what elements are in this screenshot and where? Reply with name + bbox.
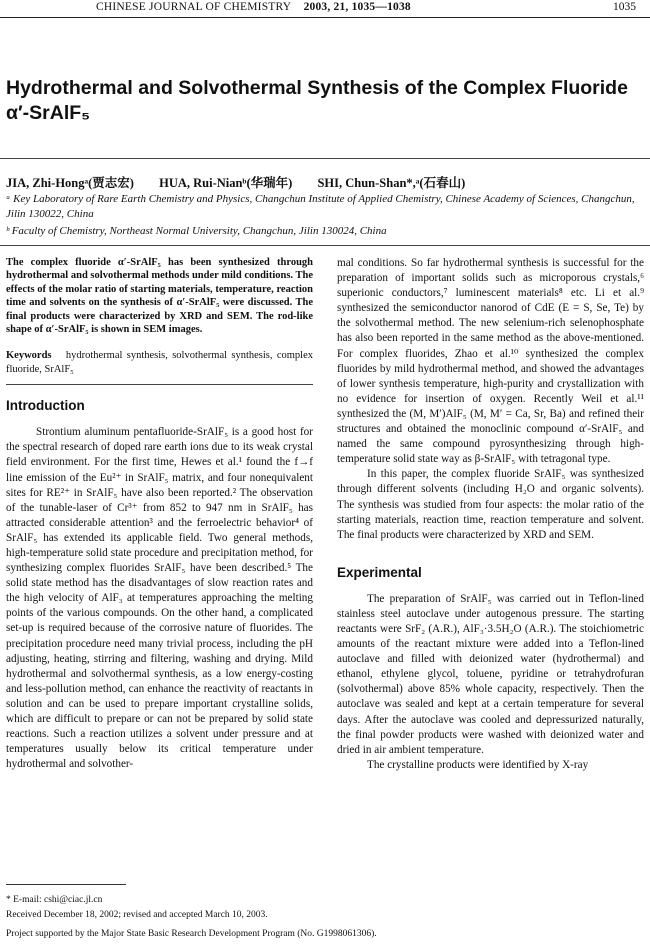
journal-citation — [96, 1, 411, 13]
page-number: 1035 — [613, 1, 636, 13]
title-line-1: Hydrothermal and Solvothermal Synthesis of the Complex Fluoride — [6, 77, 628, 99]
keywords-text: hydrothermal synthesis, solvothermal synthesis, complex fluoride, SrAlF₅ — [6, 350, 313, 375]
affiliation-b: ᵇ Faculty of Chemistry, Northeast Normal University, Changchun, Jilin 130024, China — [6, 225, 387, 237]
left-column — [6, 256, 313, 772]
experimental-paragraph-2: The crystalline products were identified by X-ray — [367, 758, 589, 771]
affiliation-a: ᵃ Key Laboratory of Rare Earth Chemistry and Physics, Changchun Institute of Applied Chemistry, Chinese Academy of Sciences, Changchun, Jilin 130022, China — [6, 193, 635, 220]
title-line-2: α′-SrAlF₅ — [6, 102, 91, 124]
introduction-paragraph-1-continued: mal conditions. So far hydrothermal synthesis is successful for the preparation of important solids such as microporous crystals,⁶ superionic conductors,⁷ luminescent materials⁸ etc. Li et al.⁹ synthesized the semiconductor nanorod of CdE (E = S, Se, Te) by the solvothermal method. The new selenium-rich selenophosphate has also been reported in the same method as the above-mentioned. For complex fluorides, Zhao et al.¹⁰ synthesized the complex fluorides by mild hydrothermal method, and showed the advantages of lower synthesis temperature, high-purity and crystallization with no evidence for insertion of oxygen. Recently Weil et al.¹¹ synthesized the (M, M′)AlF₅ (M, M′ = Ca, Sr, Ba) and refined their structures and obtained the monoclinic compound α′-SrAlF₅ and named the same compound pyrosynthesizing through high-temperature solid state way as β-SrAlF₅ with tetragonal type. — [337, 257, 644, 466]
keywords-rule — [6, 384, 313, 385]
affiliation-rule — [0, 245, 650, 246]
journal-name: CHINESE JOURNAL OF CHEMISTRY — [96, 1, 292, 13]
header-rule — [0, 17, 650, 18]
introduction-paragraph-1: Strontium aluminum pentafluoride-SrAlF₅ is a good host for the spectral research of doped rare earth ions due to its weak crystal field environment. For the first time, Hewes et al.¹ found the f→f line emission of the Eu²⁺ in SrAlF₅ matrix, and four nonequivalent sites for RE²⁺ in SrAlF₅ have also been reported.² The observation of the tunable-laser of Cr³⁺ from 852 to 947 nm in SrAlF₅ has attracted considerable attention³ and the ferroelectric behavior⁴ of SrAlF₅ has extended its applicable field. Two general methods, high-temperature solid state procedure and precipitation method, for synthesizing complex fluorides SrAlF₅ have been described.⁵ The solid state method has the disadvantages of slow reaction rates and the high velocity of AlF₃ at temperatures approaching the melting points of the various compounds. On the other hand, a complicated set-up is required because of the corrosive nature of fluorides. The precipitation procedure need many trivial process, including the pH adjusting, heating, stirring and filtering, washing and drying. Mild hydrothermal and solvothermal synthesis, as a low energy-costing and less-pollution method, can enhance the reactivity of reactants in solution and can be used to prepare important crystalline solids, which are difficult to prepare or can not be prepared by solid state reactions. Such a reaction utilizes a solvent under pressure and at temperatures usually below its critical temperature under hydrothermal and solvother- — [6, 426, 313, 771]
keywords-label: Keywords — [6, 350, 52, 362]
footnote-rule — [6, 884, 126, 885]
experimental-heading: Experimental — [337, 564, 422, 580]
journal-year-volume: 2003, 21, 1035—1038 — [303, 1, 411, 13]
author-list — [6, 173, 646, 191]
introduction-heading: Introduction — [6, 398, 85, 414]
footnote-project: Project supported by the Major State Basic Research Development Program (No. G1998061306). — [6, 929, 377, 939]
author-1: JIA, Zhi-Hongᵃ(贾志宏) — [6, 176, 134, 190]
article-title — [6, 76, 646, 126]
footnote-email: * E-mail: cshi@ciac.jl.cn — [6, 895, 103, 905]
running-header — [0, 0, 650, 18]
author-2: HUA, Rui-Nianᵇ(华瑞年) — [159, 176, 293, 190]
keywords — [6, 349, 313, 376]
author-3: SHI, Chun-Shan*,ᵃ(石春山) — [317, 176, 466, 190]
footnote-received: Received December 18, 2002; revised and accepted March 10, 2003. — [6, 910, 268, 920]
introduction-paragraph-2: In this paper, the complex fluoride SrAlF₅ was synthesized through different solvents (including H₂O and organic solvents). The synthesis was studied from four aspects: the molar ratio of the starting materials, reaction time, reaction temperature and solvent. The final products were characterized by XRD and SEM. — [337, 468, 644, 541]
title-rule — [0, 158, 650, 159]
abstract: The complex fluoride α′-SrAlF₅ has been synthesized through hydrothermal and solvothermal methods under mild conditions. The effects of the molar ratio of starting materials, temperature, reaction time and solvents on the synthesis of α′-SrAlF₅ were discussed. The final products were characterized by XRD and SEM. The rod-like shape of α′-SrAlF₅ is shown in SEM images. — [6, 257, 313, 336]
experimental-paragraph-1: The preparation of SrAlF₅ was carried out in Teflon-lined stainless steel autoclave under autogenous pressure. The starting reactants were SrF₂ (A.R.), AlF₃·3.5H₂O (A.R.). The stoichiometric amounts of the reactant mixture were added into a Teflon-lined autoclave and filled with deionized water (hydrothermal) and ethanol, ethylene glycol, toluene, pyridine or tetrahydrofuran (solvothermal) above 85% whole capacity, respectively. Then the autoclave was sealed and kept at a certain temperature for several days. After the autoclave was cooled and depressurized naturally, the final powder products were washed with deionized water and dried in air ambient temperature. — [337, 592, 644, 756]
right-column — [337, 256, 644, 773]
